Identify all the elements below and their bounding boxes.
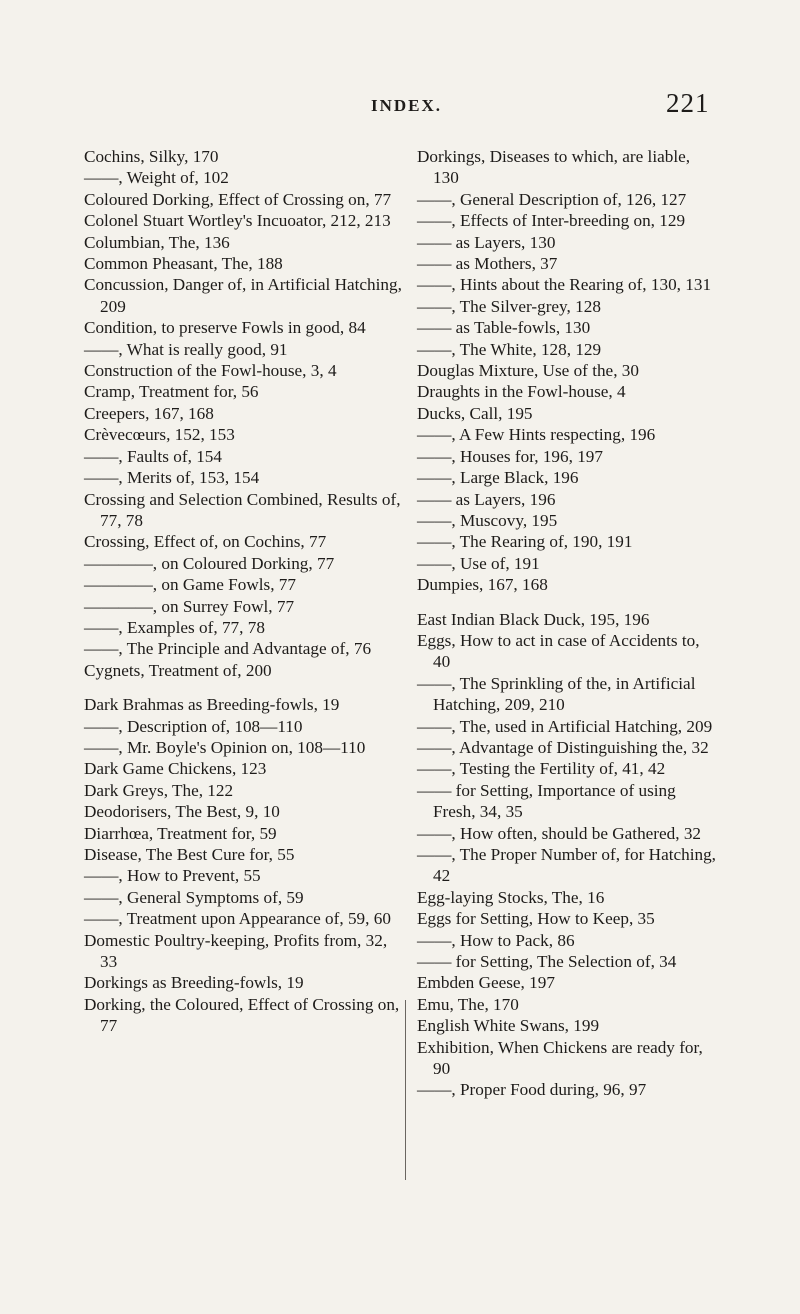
page-number: 221	[666, 88, 710, 118]
column-divider	[405, 1000, 406, 1180]
index-entry: Disease, The Best Cure for, 55	[84, 845, 295, 864]
index-entry: ——, The, used in Artificial Hatching, 209	[417, 716, 713, 736]
index-entry: Cochins, Silky, 170	[84, 147, 219, 166]
index-entry: Cramp, Treatment for, 56	[84, 382, 259, 402]
index-entry: ————, on Coloured Dorking, 77	[84, 553, 335, 573]
index-entry: Douglas Mixture, Use of the, 30	[417, 361, 639, 381]
index-entry: Emu, The, 170	[417, 994, 519, 1014]
index-entry: ——, Hints about the Rearing of, 130, 131	[417, 275, 712, 295]
index-entry: Domestic Poultry-keeping, Profits from, 32, 33	[84, 930, 388, 972]
index-entry: Crossing, Effect of, on Cochins, 77	[84, 532, 327, 552]
index-entry: Condition, to preserve Fowls in good, 84	[84, 318, 366, 338]
index-entry: Dorkings as Breeding-fowls, 19	[84, 973, 304, 993]
index-entry: ——, The Sprinkling of the, in Artificial Hatching, 209, 210	[417, 673, 696, 715]
index-entry: Egg-laying Stocks, The, 16	[417, 887, 605, 907]
index-entry: ——, Muscovy, 195	[417, 510, 558, 530]
index-entry: Colonel Stuart Wortley's Incuoator, 212, 213	[84, 211, 391, 231]
index-entry: Concussion, Danger of, in Artificial Hatching, 209	[84, 275, 402, 316]
index-entry: —— as Mothers, 37	[417, 254, 558, 274]
index-entry: —— as Table-fowls, 130	[417, 318, 591, 338]
index-entry: Creepers, 167, 168	[84, 403, 214, 423]
index-entry: Crossing and Selection Combined, Results of, 77, 78	[84, 489, 401, 530]
index-entry: Dorkings, Diseases to which, are liable, 130	[417, 147, 691, 188]
index-column-left	[84, 146, 402, 1037]
index-entry: ——, Advantage of Distinguishing the, 32	[417, 737, 709, 757]
index-entry: —— for Setting, The Selection of, 34	[417, 952, 677, 972]
index-entry: ——, Mr. Boyle's Opinion on, 108—110	[84, 737, 366, 757]
index-entry: ——, Use of, 191	[417, 553, 540, 573]
index-entry: Draughts in the Fowl-house, 4	[417, 382, 626, 402]
index-entry: ——, How to Pack, 86	[417, 930, 575, 950]
index-entry: ————, on Surrey Fowl, 77	[84, 596, 295, 616]
index-entry: English White Swans, 199	[417, 1016, 600, 1036]
index-entry: Crèvecœurs, 152, 153	[84, 425, 235, 445]
index-entry: Deodorisers, The Best, 9, 10	[84, 802, 280, 822]
index-entry: ——, Treatment upon Appearance of, 59, 60	[84, 909, 391, 929]
index-entry: ——, How often, should be Gathered, 32	[417, 823, 702, 843]
index-entry: Diarrhœa, Treatment for, 59	[84, 823, 277, 843]
index-entry: Dark Game Chickens, 123	[84, 759, 267, 779]
index-column-right	[417, 146, 717, 1101]
index-entry: ——, The Silver-grey, 128	[417, 296, 601, 316]
index-entry: Dumpies, 167, 168	[417, 575, 548, 595]
index-entry: —— as Layers, 196	[417, 489, 556, 509]
index-entry: Exhibition, When Chickens are ready for, 90	[417, 1037, 703, 1079]
index-entry: Dorking, the Coloured, Effect of Crossing on, 77	[84, 994, 400, 1036]
index-entry: ——, What is really good, 91	[84, 339, 288, 359]
index-entry: Ducks, Call, 195	[417, 403, 533, 423]
index-entry: Coloured Dorking, Effect of Crossing on, 77	[84, 189, 392, 209]
index-entry: ——, Large Black, 196	[417, 468, 579, 488]
index-entry: ——, The Rearing of, 190, 191	[417, 532, 633, 552]
index-entry: ——, Merits of, 153, 154	[84, 468, 260, 488]
index-entry: Eggs, How to act in case of Accidents to, 40	[417, 630, 700, 672]
index-entry: ——, Faults of, 154	[84, 446, 222, 466]
index-entry: —— for Setting, Importance of using Fresh, 34, 35	[417, 780, 676, 822]
page-header	[0, 88, 800, 132]
index-entry: East Indian Black Duck, 195, 196	[417, 609, 650, 629]
index-entry: ——, Examples of, 77, 78	[84, 617, 265, 637]
index-entry: ——, General Symptoms of, 59	[84, 887, 304, 907]
index-entry: ——, General Description of, 126, 127	[417, 189, 687, 209]
index-entry: ——, The White, 128, 129	[417, 339, 602, 359]
index-entry: ——, Description of, 108—110	[84, 716, 303, 736]
index-entry: Common Pheasant, The, 188	[84, 254, 283, 274]
index-entry: ——, Weight of, 102	[84, 168, 229, 188]
index-entry: Construction of the Fowl-house, 3, 4	[84, 361, 337, 381]
index-entry: Embden Geese, 197	[417, 973, 555, 993]
index-entry: Cygnets, Treatment of, 200	[84, 660, 272, 680]
index-entry: Columbian, The, 136	[84, 232, 230, 252]
index-entry: ——, The Principle and Advantage of, 76	[84, 639, 372, 659]
index-entry: Dark Brahmas as Breeding-fowls, 19	[84, 695, 340, 715]
index-entry: Dark Greys, The, 122	[84, 780, 234, 800]
index-entry: ——, Testing the Fertility of, 41, 42	[417, 759, 666, 779]
index-entry: ——, The Proper Number of, for Hatching, 42	[417, 845, 716, 886]
index-entry: ——, Effects of Inter-breeding on, 129	[417, 211, 686, 231]
index-entry: —— as Layers, 130	[417, 232, 556, 252]
index-entry: ————, on Game Fowls, 77	[84, 575, 296, 595]
index-entry: ——, Houses for, 196, 197	[417, 446, 603, 466]
index-entry: ——, A Few Hints respecting, 196	[417, 425, 656, 445]
index-entry: Eggs for Setting, How to Keep, 35	[417, 909, 655, 929]
index-entry: ——, How to Prevent, 55	[84, 866, 261, 886]
index-entry: ——, Proper Food during, 96, 97	[417, 1080, 647, 1100]
running-title: INDEX.	[371, 96, 443, 115]
